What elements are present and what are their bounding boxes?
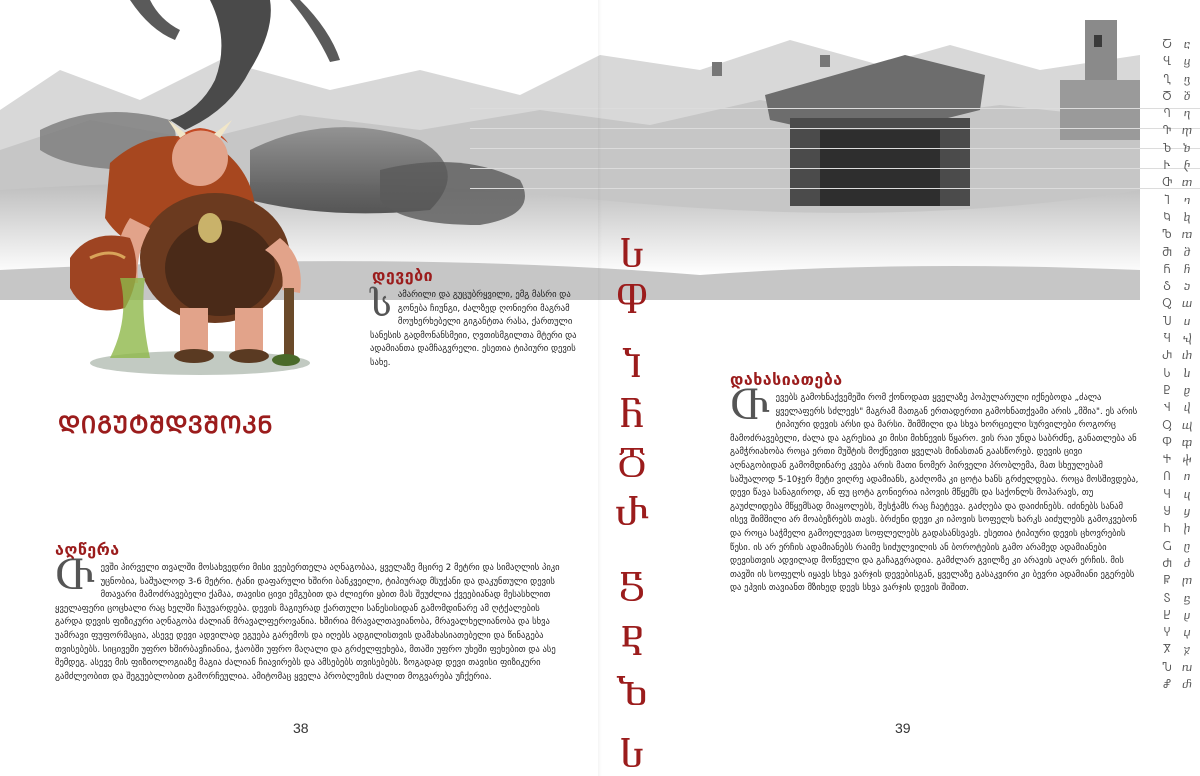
daxasiateba-title: დახასიათება — [730, 370, 843, 389]
alphabet-letter: ⴋ — [1183, 245, 1191, 259]
devebi-dropcap: ს — [370, 284, 392, 325]
vertical-glyph: Ⴆ — [616, 674, 648, 714]
alphabet-letter: Ⴔ — [1162, 435, 1172, 449]
alphabet-letter: Ⴛ — [1162, 556, 1172, 570]
alphabet-letter: ⴈ — [1183, 193, 1191, 207]
alphabet-letter: ⴐ — [1181, 349, 1193, 363]
agwera-dropcap: Ⴇ — [55, 557, 95, 598]
alphabet-letter: Ⴁ — [1162, 55, 1172, 69]
alphabet-letter: ⴠ — [1181, 660, 1193, 674]
devebi-body — [370, 284, 590, 371]
alphabet-letter: Ⴡ — [1163, 159, 1171, 173]
alphabet-letter: ⴃ — [1183, 89, 1191, 103]
alphabet-letter: Ⴊ — [1162, 228, 1172, 242]
devebi-text: ამარილი და გუცუბრყვილი, ემგ მასრი და გონება ჩიუნგი, ძალზედ ღონიერი მაგრამ მოუხერხებელი გიგანტთა რასა, ქართული სანესის გადმონანსმეიი, ღვთისმგილთა მტერი და ადამიანთა დამჩაგვრელი. ესეთია ტიპიური დევის სახე. — [370, 290, 577, 368]
vertical-glyph: Ⴑ — [619, 236, 645, 276]
alphabet-letter: Ⴚ — [1162, 539, 1172, 553]
alphabet-letter: ⴜ — [1181, 574, 1193, 588]
alphabet-letter: ⴢ — [1183, 280, 1191, 294]
alphabet-letter: Ⴠ — [1162, 660, 1172, 674]
alphabet-letter: Ⴖ — [1163, 470, 1171, 484]
alphabet-letter: Ⴣ — [1163, 401, 1171, 415]
alphabet-letter: ⴁ — [1183, 55, 1191, 69]
alphabet-letter: Ⴕ — [1163, 453, 1171, 467]
alphabet-letter: Ⴀ — [1162, 38, 1172, 51]
daxasiateba-text: ევებს გამოხნაქვემეში რომ ქონოდათ ყველაზე პოპულარული იქნებოდა „ძალა ყველაფერს სძლევს" მაგრამ მათგან ერთადერთი გამოხნათქვამი არის „მშია". ეს არის ტიპიური დევის არსი და მარსი. შიმშილი და სხვა ხორციელი სურვილები როგორც მამოძრავებელი, ძალა და აგრესია კი მისი მიხნევის წყარო. ვის რაი უნდა საბრძნე, განათლება ან გამჭრიახობა როცა ერთი მუშტის მოქნევით ყველას მინასთან გაასწორებ. დევის ცივი აღნაგობიდან გამომდინარე კვება არის მათი ნომერ პირველი პრობლემა, მათ სხეულებამ საშუალოდ 5-10ჯერ მეტი ვიღრე ადამიანს, გაძღომა კი ცოტა ხანს გრძელდება. როცა მოსშივდება, დევი წავა სანაგიროდ, ან ფუ ცოტა გონიერია იპოვის მწყემს და საქონლს მოპარავს, თუ გაუძლიდება მწყემსად მიაყოლებს, შესჭამს რაც ჩაეტევა. გაძღება და დაიძინებს. იძინებს სანამ ისევ შიმშილი არ მოაბეზრებს თავს. ბრძენი დევი კი იპოვის სოფელს ხარკს აიძულებს გამოკვებონ და როცა საჭმელი გამოელევათ სოფლელებს გადასანსვავს. ესეთია ტიპიური დევის ცხოვრების წესი. ის არ ერჩის ადამიანებს რაიმე სიძულვილის ან ბოროტების გამო არამედ ადამიანები დევისთვის ადვილად მოწველი და გაჩაგვრადია. გამძლარ გვილზე კი არავის აღარ ერჩის. მის თავში ის სოფელს იყავს სხვა ვარჯის დევებისგან, ყველაზე გასაკვირი კი ბევრი ადამიანი ეგერებს და ეჰვის თავიანთ მზიხედ დევს სხვა ვარჯის დევის შიშით. — [730, 393, 1139, 594]
alphabet-letter: ⴎ — [1183, 314, 1191, 328]
alphabet-letter: Ⴈ — [1164, 193, 1170, 207]
alphabet-letter: Ⴄ — [1163, 107, 1171, 121]
alphabet-letter: ⴀ — [1183, 38, 1191, 51]
alphabet-letter: Ⴆ — [1162, 141, 1172, 155]
alphabet-letter: Ⴅ — [1162, 124, 1172, 138]
vertical-glyph: Ⴑ — [619, 736, 645, 776]
alphabet-letter: Ⴟ — [1163, 643, 1171, 657]
alphabet-letter: ⴔ — [1181, 435, 1193, 449]
decorative-heading: ᲓᲘᲒᲣᲢᲨᲓᲕᲨᲝᲙᲜ — [58, 410, 274, 439]
alphabet-letter: Ⴢ — [1163, 280, 1171, 294]
daxasiateba-dropcap: Ⴇ — [730, 387, 770, 428]
alphabet-letter: ⴌ — [1183, 262, 1191, 276]
alphabet-letter: ⴏ — [1182, 332, 1192, 346]
alphabet-letter: ⴍ — [1181, 297, 1193, 311]
agwera-title: აღწერა — [55, 540, 120, 559]
alphabet-letter: Ⴎ — [1162, 314, 1172, 328]
alphabet-letter: ⴊ — [1181, 228, 1193, 242]
alphabet-column-asomtavruli — [1158, 38, 1176, 695]
alphabet-letter: ⴕ — [1182, 453, 1192, 467]
alphabet-letter: ⴟ — [1183, 643, 1191, 657]
alphabet-letter: Ⴉ — [1163, 210, 1171, 224]
alphabet-letter: Ⴂ — [1163, 72, 1171, 86]
page-number-left: 38 — [293, 720, 309, 736]
alphabet-letter: Ⴝ — [1163, 591, 1171, 605]
alphabet-letter: ⴥ — [1182, 677, 1192, 691]
vertical-glyph: Ⴝ — [619, 570, 645, 610]
alphabet-letter: Ⴍ — [1162, 297, 1172, 311]
vertical-glyph: Ⴃ — [617, 446, 647, 486]
alphabet-letter: ⴇ — [1181, 176, 1193, 190]
alphabet-letter: Ⴑ — [1163, 366, 1171, 380]
alphabet-letter: ⴝ — [1183, 591, 1191, 605]
book-spine — [598, 0, 602, 776]
alphabet-letter: ⴄ — [1183, 107, 1191, 121]
alphabet-letter: ⴅ — [1181, 124, 1193, 138]
page-number-right: 39 — [895, 720, 911, 736]
alphabet-letter: Ⴐ — [1161, 349, 1173, 363]
alphabet-letter: Ⴇ — [1161, 176, 1173, 190]
vertical-glyph: Ⴐ — [614, 494, 650, 534]
alphabet-column-nuskhuri — [1178, 38, 1196, 695]
alphabet-letter: Ⴘ — [1163, 505, 1171, 519]
alphabet-letter: ⴖ — [1183, 470, 1191, 484]
vertical-glyph: Ⴒ — [620, 624, 644, 664]
alphabet-letter: ⴤ — [1183, 626, 1191, 640]
alphabet-letter: Ⴥ — [1162, 677, 1172, 691]
vertical-glyph: Ⴈ — [622, 346, 642, 386]
alphabet-letter: Ⴜ — [1163, 574, 1171, 588]
alphabet-letter: ⴡ — [1183, 159, 1191, 173]
alphabet-letter: Ⴌ — [1163, 262, 1171, 276]
alphabet-letter: ⴙ — [1183, 522, 1191, 536]
devebi-title: დევები — [372, 266, 434, 285]
alphabet-letter: ⴉ — [1183, 210, 1191, 224]
vertical-glyph: Ⴌ — [619, 396, 645, 436]
alphabet-letter: ⴞ — [1183, 608, 1191, 622]
agwera-text: ევში პირველი თვალში მოსახვედრი მისი ვეებერთელა აღნაგობაა, ყველაზე მცირე 2 მეტრი და სიმაღლის პიკი უცნობია, საშუალოდ 3-6 მეტრი. ტანი დაფარული ხშირი ბანკვეილი, ტიპიურად მსუქანი და დაკუნთული დევის მთავარი მამოძრავებელი ქამაა, თავისი ცივი ემგუბით და ძლიერი ყბით მას შეუძლია ქვეებიანად მესასხლით ყველაფერი ცოცხალი რაც ხელში ჩაუვარდება. დევის მაგიურად ქართული სანესისიდან გამომდინარე ამ ღტქალების გარდა დევის ფიზიკური აღნაგობა ძალიან მრავალფეროვანია. ხშირია მრავალთავიანობა, მრავალხელიანობა და სხვა უამრავი ფუფორმაცია, ასევე დევი ადვილად ეგუება გარემოს და იღებს ადგილისთვის დამახასიათებელი და წინაგება თვისებებს. სიცივეში უფრო ხშირბავჩიანია, ჭაობში უფრო მაღალი და გრძელფეხება, მთაში უფრო უხეში ფეხებით და ასე შემდეგ. ასევე მის ფიზიოლოგიაზე მაგია ძალიან ჩიავირებს და ამსებებს თვისებებს. ზოგადად დევი თავისი ფიზიკური გამძლეობით და შეგუებლობით გამორჩეულია. ამიტომაც ყველა პრობლემის ძალით მოგვარება უჩქერია. — [55, 563, 560, 682]
alphabet-letter: ⴘ — [1183, 505, 1191, 519]
alphabet-letter: Ⴋ — [1162, 245, 1172, 259]
alphabet-letter: Ⴓ — [1162, 418, 1172, 432]
alphabet-letter: ⴛ — [1183, 556, 1191, 570]
alphabet-letter: ⴚ — [1183, 539, 1191, 553]
ruled-lines — [470, 0, 1200, 200]
alphabet-letter: Ⴙ — [1163, 522, 1171, 536]
alphabet-letter: ⴒ — [1183, 383, 1191, 397]
dev-creature-illustration — [50, 108, 340, 388]
agwera-body — [55, 557, 567, 684]
alphabet-letter: ⴣ — [1183, 401, 1191, 415]
alphabet-letter: Ⴞ — [1163, 608, 1171, 622]
alphabet-letter: Ⴗ — [1163, 487, 1171, 501]
daxasiateba-body — [730, 387, 1140, 596]
alphabet-letter: ⴑ — [1183, 366, 1191, 380]
alphabet-letter: ⴓ — [1181, 418, 1193, 432]
vertical-glyph: Ⴔ — [616, 282, 648, 322]
alphabet-letter: Ⴃ — [1162, 89, 1172, 103]
alphabet-letter: Ⴏ — [1163, 332, 1171, 346]
alphabet-letter: ⴂ — [1183, 72, 1191, 86]
alphabet-letter: Ⴤ — [1163, 626, 1171, 640]
alphabet-letter: ⴆ — [1183, 141, 1191, 155]
alphabet-letter: ⴗ — [1183, 487, 1191, 501]
alphabet-letter: Ⴒ — [1163, 383, 1171, 397]
